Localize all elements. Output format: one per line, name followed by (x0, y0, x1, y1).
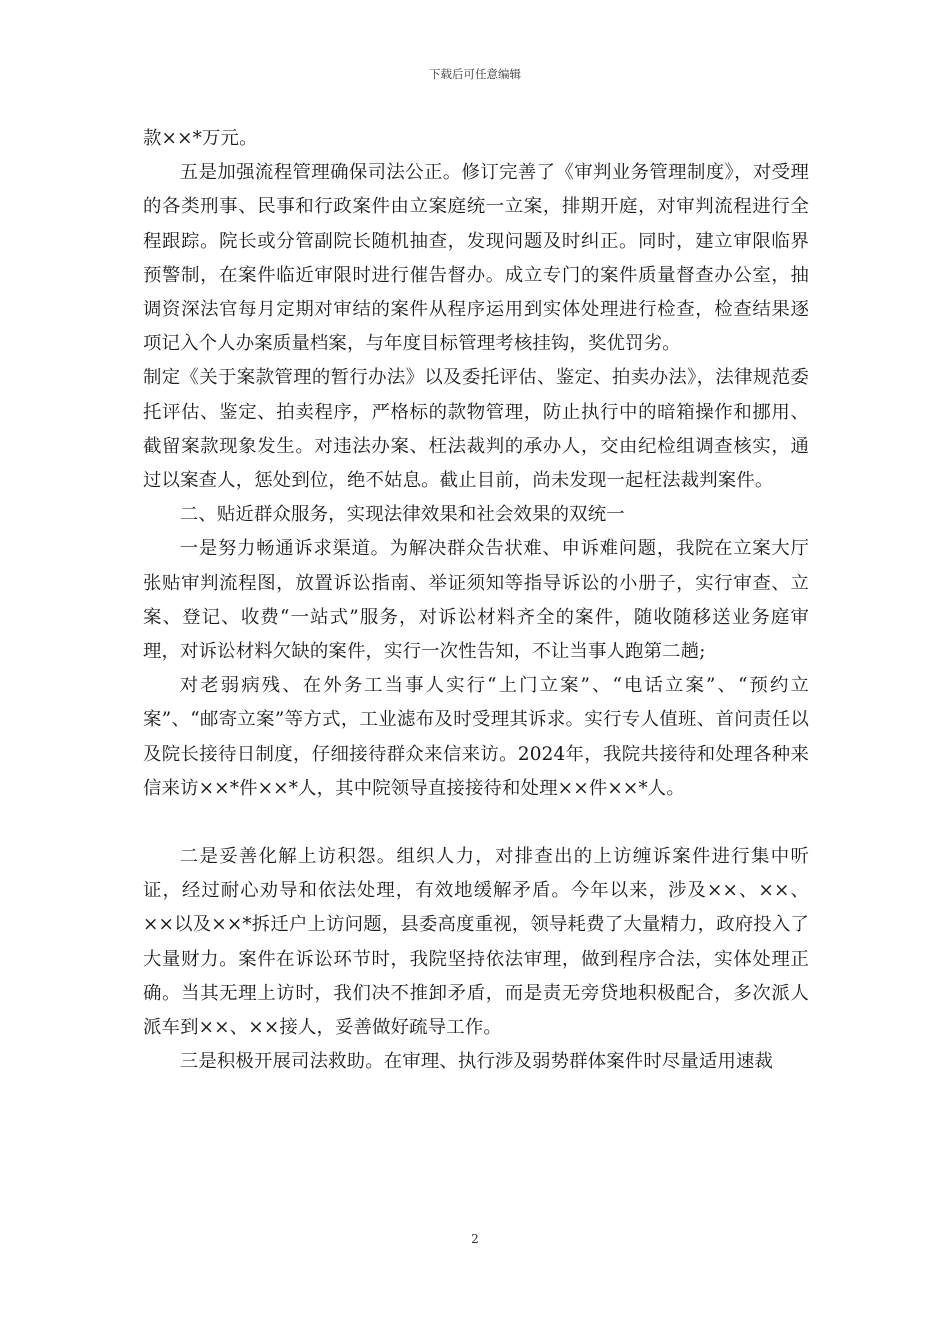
page-number: 2 (471, 1232, 479, 1246)
section-heading-two: 二、贴近群众服务，实现法律效果和社会效果的双统一 (179, 504, 625, 526)
paragraph-case-funds: 制定《关于案款管理的暂行办法》以及委托评估、鉴定、拍卖办法》，法律规范委托评估、鉴定、拍卖程序，严格标的款物管理，防止执行中的暗箱操作和挪用、截留案款现象发生。对违法办案、枉法裁判的承办人，交由纪检组调查核实，通过以案查人，惩处到位，绝不姑息。截止目前，尚未发现一起枉法裁判案件。 (143, 367, 809, 492)
paragraph-continuation: 款××*万元。 (143, 128, 258, 149)
paragraph-process-management: 五是加强流程管理确保司法公正。修订完善了《审判业务管理制度》，对受理的各类刑事、民事和行政案件由立案庭统一立案，排期开庭，对审判流程进行全程跟踪。院长或分管副院长随机抽查，发现问题及时纠正。同时，建立审限临界预警制，在案件临近审限时进行催告督办。成立专门的案件质量督查办公室，抽调资深法官每月定期对审结的案件从程序运用到实体处理进行检查，检查结果逐项记入个人办案质量档案，与年度目标管理考核挂钩，奖优罚劣。 (143, 162, 809, 355)
paragraph-judicial-aid: 三是积极开展司法救助。在审理、执行涉及弱势群体案件时尽量适用速裁 (179, 1051, 774, 1073)
paragraph-petition-channels: 一是努力畅通诉求渠道。为解决群众告状难、申诉难问题，我院在立案大厅张贴审判流程图，放置诉讼指南、举证须知等指导诉讼的小册子，实行审查、立案、登记、收费“一站式”服务，对诉讼材料齐全的案件，随收随移送业务庭审理，对诉讼材料欠缺的案件，实行一次性告知，不让当事人跑第二趟; (143, 538, 809, 663)
document-body (143, 122, 809, 1079)
paragraph-special-services: 对老弱病残、在外务工当事人实行“上门立案”、“电话立案”、“预约立案”、“邮寄立案”等方式，工业滤布及时受理其诉求。实行专人值班、首问责任以及院长接待日制度，仔细接待群众来信来访。2024年，我院共接待和处理各种来信来访××*件××*人，其中院领导直接接待和处理××件××*人。 (143, 675, 809, 799)
page-header: 下载后可任意编辑 (429, 67, 521, 81)
paragraph-petition-resolution: 二是妥善化解上访积怨。组织人力，对排查出的上访缠诉案件进行集中听证，经过耐心劝导和依法处理，有效地缓解矛盾。今年以来，涉及××、××、××以及××*拆迁户上访问题，县委高度重视，领导耗费了大量精力，政府投入了大量财力。案件在诉讼环节时，我院坚持依法审理，做到程序合法，实体处理正确。当其无理上访时，我们决不推卸矛盾，而是责无旁贷地积极配合，多次派人派车到××、××接人，妥善做好疏导工作。 (143, 846, 809, 1039)
